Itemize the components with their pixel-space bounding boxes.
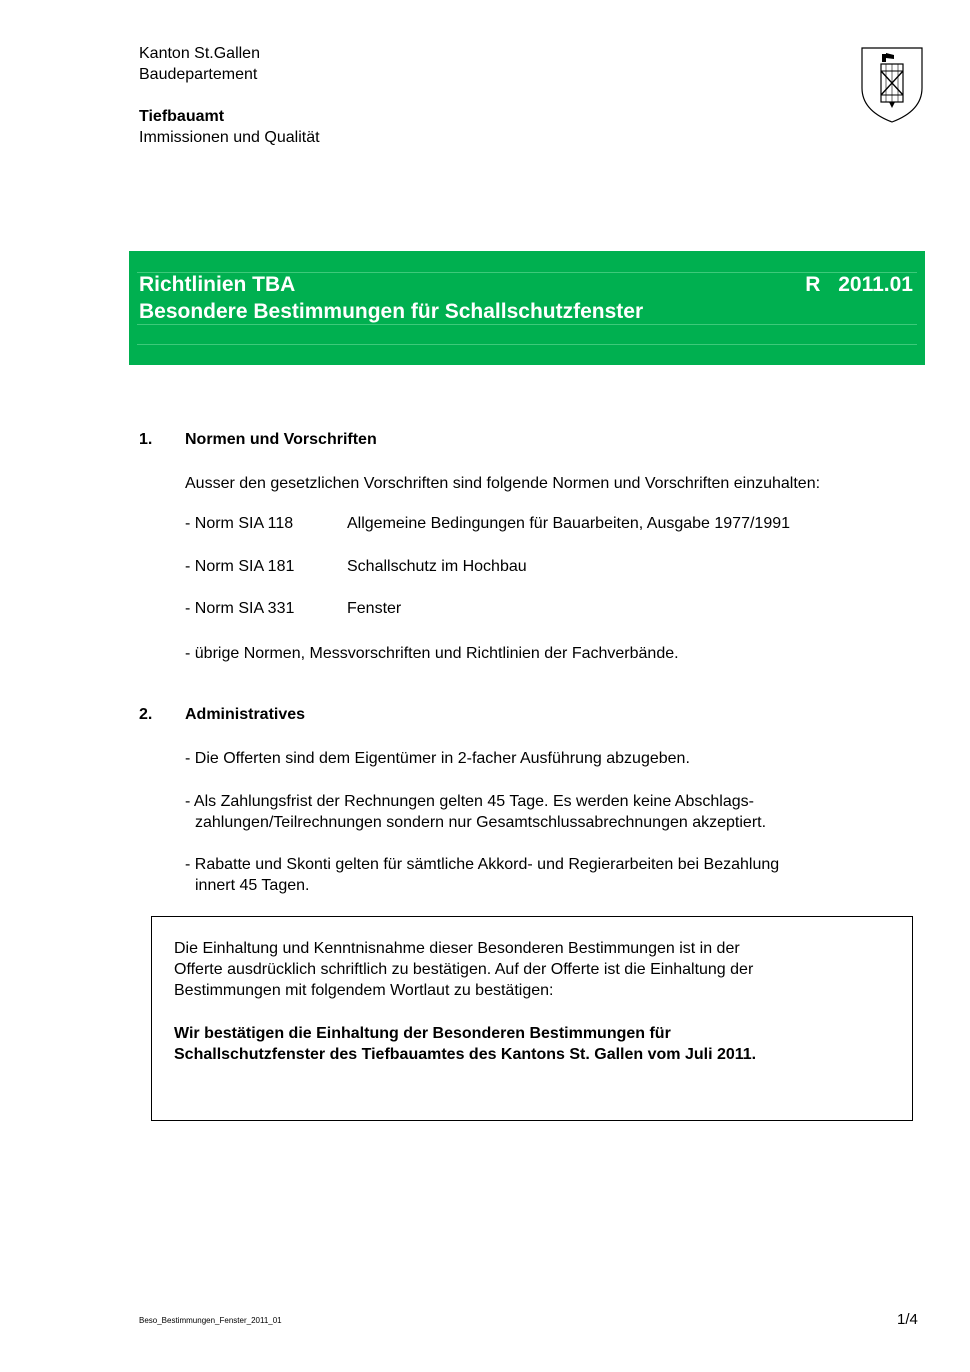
admin-item-line: - Als Zahlungsfrist der Rechnungen gelten 45 Tage. Es werden keine Abschlags- [185,793,754,810]
admin-item [185,748,690,769]
norm-code: - Norm SIA 181 [185,558,295,575]
confirmation-line: Wir bestätigen die Einhaltung der Besonderen Bestimmungen für [174,1025,671,1042]
document-code: R 2011.01 [805,273,913,296]
admin-item [185,791,766,833]
section-1-number: 1. [139,431,153,448]
confirmation-notice-box [151,916,913,1121]
footer-filename: Beso_Bestimmungen_Fenster_2011_01 [139,1316,282,1325]
banner-title: Richtlinien TBA [139,273,296,296]
norm-description: Schallschutz im Hochbau [347,558,527,575]
division-name: Immissionen und Qualität [139,129,320,146]
admin-item [185,854,779,896]
st-gallen-coat-of-arms-icon [860,44,924,124]
title-banner [129,251,925,365]
admin-item-line: zahlungen/Teilrechnungen sondern nur Gesamtschlussabrechnungen akzeptiert. [195,814,767,831]
admin-item-line: - Die Offerten sind dem Eigentümer in 2-facher Ausführung abzugeben. [185,750,690,767]
notice-line: Die Einhaltung und Kenntnisnahme dieser Besonderen Bestimmungen ist in der [174,940,740,957]
notice-text [174,938,753,1001]
admin-item-line: innert 45 Tagen. [195,877,310,894]
other-norms-item: - übrige Normen, Messvorschriften und Richtlinien der Fachverbände. [185,645,679,662]
page-number: 1/4 [897,1311,918,1328]
office-name: Tiefbauamt [139,108,225,125]
notice-line: Offerte ausdrücklich schriftlich zu bestätigen. Auf der Offerte ist die Einhaltung der [174,961,754,978]
admin-item-line: - Rabatte und Skonti gelten für sämtliche Akkord- und Regierarbeiten bei Bezahlung [185,856,780,873]
norm-description: Allgemeine Bedingungen für Bauarbeiten, Ausgabe 1977/1991 [347,515,791,532]
section-2-number: 2. [139,706,153,723]
canton-name: Kanton St.Gallen [139,45,260,62]
confirmation-wording [174,1023,756,1065]
confirmation-line: Schallschutzfenster des Tiefbauamtes des Kantons St. Gallen vom Juli 2011. [174,1046,757,1063]
norm-code: - Norm SIA 118 [185,515,294,532]
department-name: Baudepartement [139,66,258,83]
section-1-intro: Ausser den gesetzlichen Vorschriften sind folgende Normen und Vorschriften einzuhalten: [185,475,821,492]
section-2-title: Administratives [185,706,306,723]
section-1-title: Normen und Vorschriften [185,431,377,448]
norm-code: - Norm SIA 331 [185,600,295,617]
notice-line: Bestimmungen mit folgendem Wortlaut zu bestätigen: [174,982,554,999]
banner-subtitle: Besondere Bestimmungen für Schallschutzfenster [139,300,644,323]
norm-description: Fenster [347,600,402,617]
